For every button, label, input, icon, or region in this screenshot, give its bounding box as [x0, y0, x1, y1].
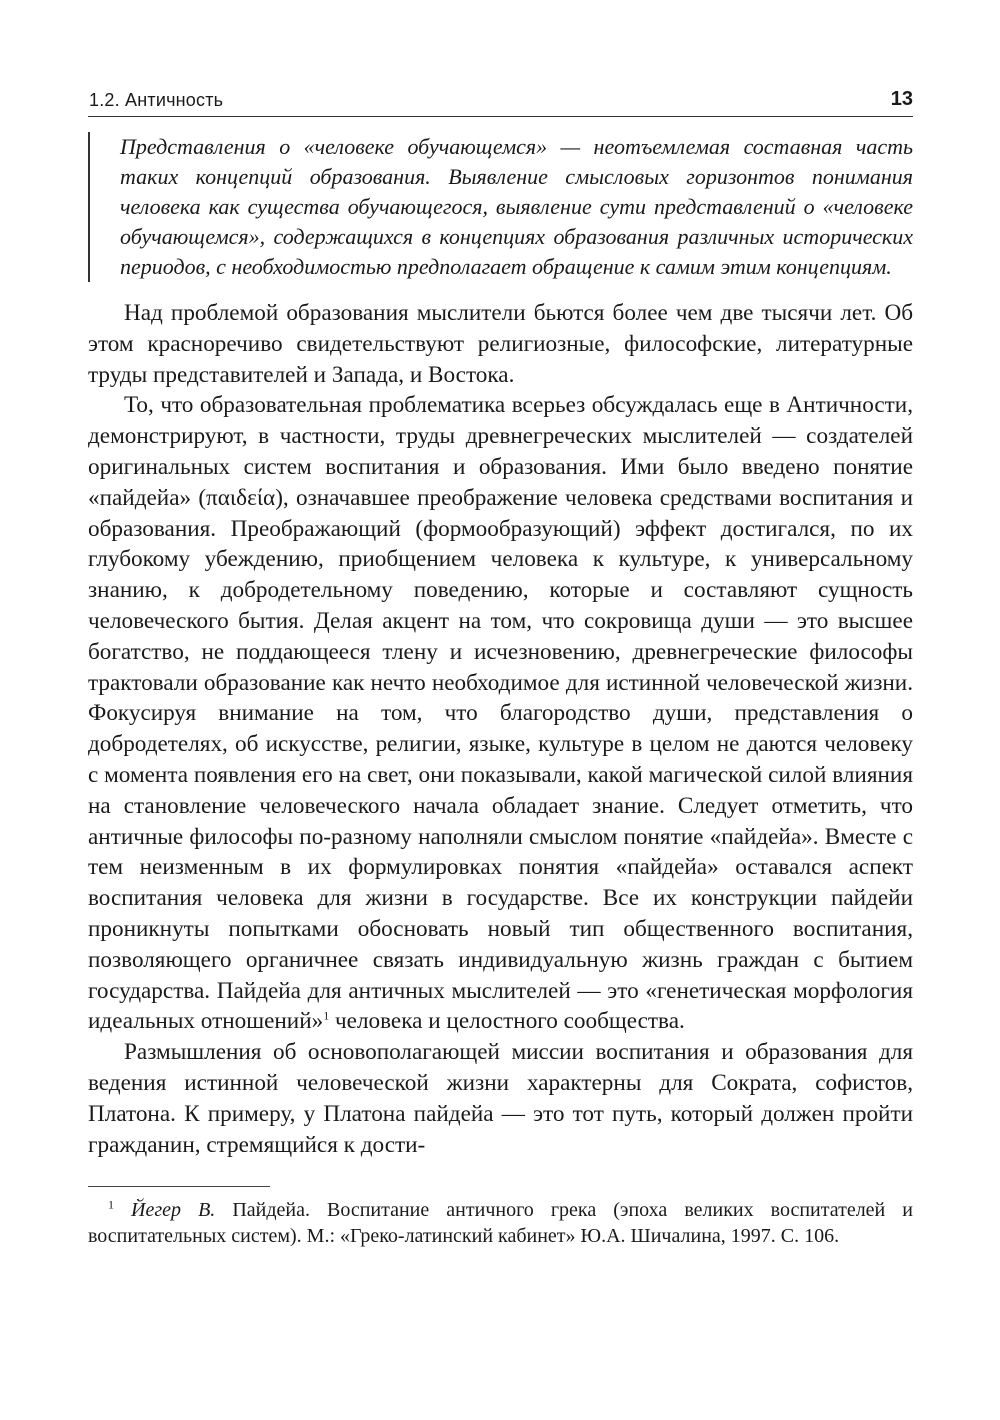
book-page	[88, 86, 913, 1249]
page-number: 13	[890, 88, 913, 110]
footnote-mark: 1	[108, 1197, 114, 1212]
section-title: 1.2. Античность	[89, 90, 224, 110]
paragraph-2-tail: человека и целостного сообщества.	[329, 1008, 685, 1035]
footnote-author: Йегер В.	[131, 1199, 216, 1222]
epigraph-block: Представления о «человеке обучающемся» — неотъемлемая составная часть таких концепций образования. Выявление смысловых горизонтов понимания человека как существа обучающегося, выявление сути представлений о «человеке обучающемся», содержащихся в концепциях образования различных исторических периодов, с необходимостью предполагает обращение к самим этим концепциям.	[88, 132, 913, 282]
footnote-divider	[88, 1186, 270, 1187]
footnote-text: Пайдейа. Воспитание античного грека (эпоха великих воспитателей и воспитательных систем). М.: «Греко-латинский кабинет» Ю.А. Шичалина, 1997. С. 106.	[88, 1199, 913, 1248]
paragraph-1: Над проблемой образования мыслители бьются более чем две тысячи лет. Об этом красноречиво свидетельствуют религиозные, философские, литературные труды представителей и Запада, и Востока.	[88, 300, 913, 388]
footnote-1	[88, 1197, 913, 1249]
running-header	[88, 86, 913, 117]
main-text	[88, 298, 913, 1160]
footnotes-area	[88, 1186, 913, 1249]
paragraph-2	[88, 390, 913, 1037]
paragraph-2-text: То, что образовательная проблематика всерьез обсуждалась еще в Античности, демонстрируют, в частности, труды древнегреческих мыслителей — создателей оригинальных систем воспитания и образования. Ими было введено понятие «пайдейа» (παιδεία), означавшее преображение человека средствами воспитания и образования. Преображающий (формообразующий) эффект достигался, по их глубокому убеждению, приобщением человека к культуре, к универсальному знанию, к добродетельному поведению, которые и составляют сущность человеческого бытия. Делая акцент на том, что сокровища души — это высшее богатство, не поддающееся тлену и исчезновению, древнегреческие философы трактовали образование как нечто необходимое для истинной человеческой жизни. Фокусируя внимание на том, что благородство души, представления о добродетелях, об искусстве, религии, языке, культуре в целом не даются человеку с момента появления его на свет, они показывали, какой магической силой влияния на становление человеческого начала обладает знание. Следует отметить, что античные философы по-разному наполняли смыслом понятие «пайдейа». Вместе с тем неизменным в их формулировках понятия «пайдейа» оставался аспект воспитания человека для жизни в государстве. Все их конструкции пайдейи проникнуты попытками обосновать новый тип общественного воспитания, позволяющего органичнее связать индивидуальную жизнь граждан с бытием государства. Пайдейа для античных мыслителей — это «генетическая морфология идеальных отношений»	[88, 392, 913, 1035]
paragraph-3: Размышления об основополагающей миссии воспитания и образования для ведения истинной человеческой жизни характерны для Сократа, софистов, Платона. К примеру, у Платона пайдейа — это тот путь, который должен пройти гражданин, стремящийся к дости-	[88, 1039, 913, 1158]
footnote-reference[interactable]: 1	[323, 1008, 330, 1023]
